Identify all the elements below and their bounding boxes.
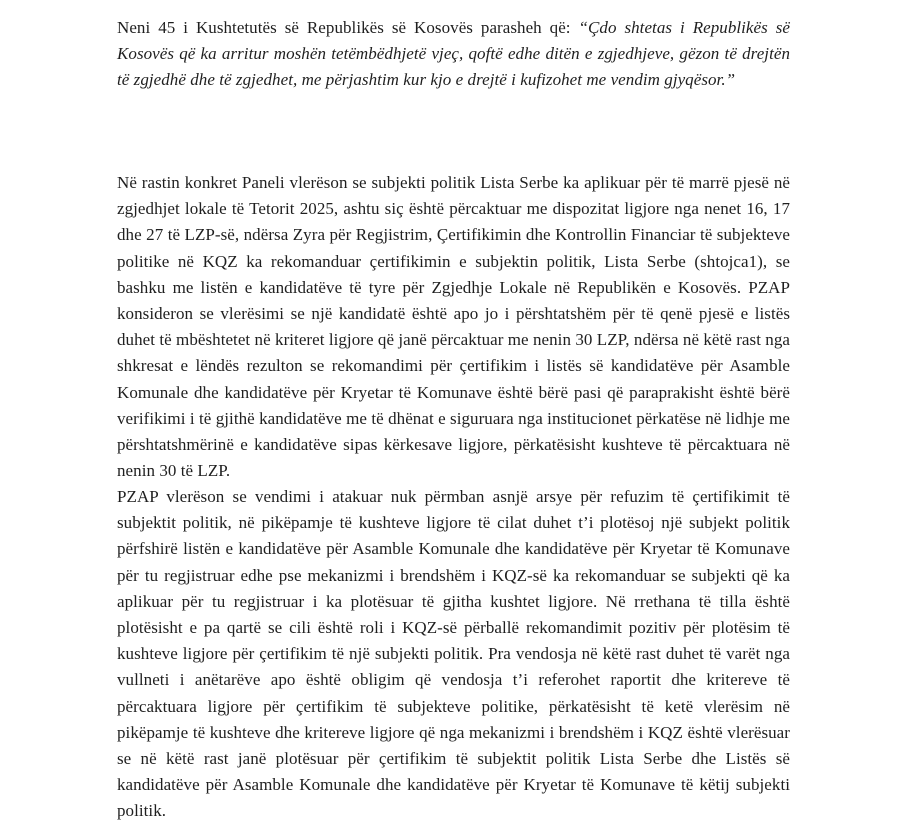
- paragraph-panel-assessment: Në rastin konkret Paneli vlerëson se subjekti politik Lista Serbe ka aplikuar për të marrë pjesë në zgjedhjet lokale të Tetorit 2025, ashtu siç është përcaktuar me dispozitat ligjore nga nenet 16, 17 dhe 27 të LZP-së, ndërsa Zyra për Regjistrim, Çertifikimin dhe Kontrollin Financiar të subjekteve politike në KQZ ka rekomanduar çertifikimin e subjektin politik, Lista Serbe (shtojca1), se bashku me listën e kandidatëve të tyre për Zgjedhje Lokale në Republikën e Kosovës. PZAP konsideron se vlerësimi se një kandidatë është apo jo i përshtatshëm për të qenë pjesë e listës duhet të mbështetet në kriteret ligjore që janë përcaktuar me nenin 30 LZP, ndërsa në këtë rast nga shkresat e lëndës rezulton se rekomandimi për çertifikim i listës së kandidatëve për Asamble Komunale dhe kandidatëve për Kryetar të Komunave është bërë pasi që paraprakisht është bërë verifikimi i të gjithë kandidatëve me të dhënat e siguruara nga institucionet përkatëse në lidhje me përshtatshmërinë e kandidatëve sipas kërkesave ligjore, përkatësisht kushteve të përcaktuara në nenin 30 të LZP.: [117, 173, 790, 481]
- paragraph-article-45: [117, 15, 790, 94]
- paragraph-pzap-assessment: PZAP vlerëson se vendimi i atakuar nuk përmban asnjë arsye për refuzim të çertifikimit të subjektit politik, në pikëpamje të kushteve ligjore të cilat duhet t’i plotësoj një subjekt politik përfshirë listën e kandidatëve për Asamble Komunale dhe kandidatëve për Kryetar të Komunave për tu regjistruar edhe pse mekanizmi i brendshëm i KQZ-së ka rekomanduar se subjekti që ka aplikuar për tu regjistruar i ka plotësuar të gjitha kushtet ligjore. Në rrethana të tilla është plotësisht e pa qartë se cili është roli i KQZ-së përballë rekomandimit pozitiv për plotësim të kushteve ligjore për çertifikim të një subjekti politik. Pra vendosja në këtë rast duhet të varët nga vullneti i anëtarëve apo është obligim që vendosja t’i referohet raportit dhe kritereve të përcaktuara ligjore për çertifikim të subjekteve politike, përkatësisht të ketë vlerësim në pikëpamje të kushteve dhe kritereve ligjore që nga mekanizmi i brendshëm i KQZ është vlerësuar se në këtë rast janë plotësuar për çertifikim të subjektit politik Lista Serbe dhe Listës së kandidatëve për Asamble Komunale dhe kandidatëve për Kryetar të Komunave të këtij subjekti politik.: [117, 487, 790, 821]
- constitution-quote: “Çdo shtetas i Republikës së Kosovës që ka arritur moshën tetëmbëdhjetë vjeç, qoftë edhe ditën e zgjedhjeve, gëzon të drejtën të zgjedhë dhe të zgjedhet, me përjashtim kur kjo e drejtë i kufizohet me vendim gjyqësor.”: [117, 18, 790, 90]
- paragraph-1-intro: Neni 45 i Kushtetutës së Republikës së Kosovës parasheh që:: [117, 18, 579, 37]
